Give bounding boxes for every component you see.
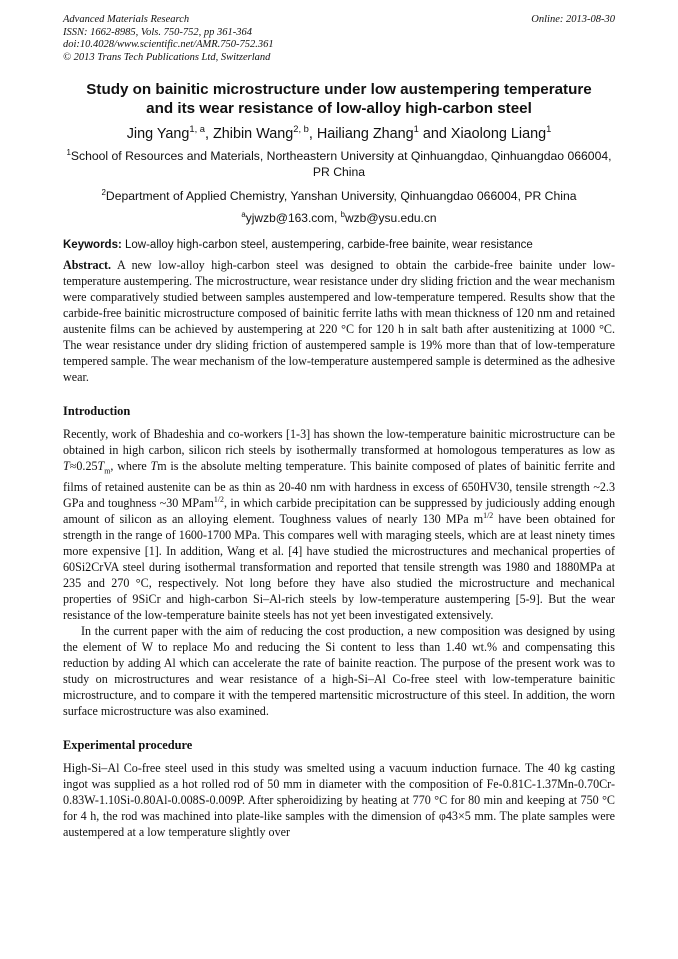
author-1-sup: 1, a [189, 124, 205, 135]
journal-name: Advanced Materials Research [63, 14, 190, 25]
intro-p1-m-sub: m [104, 466, 111, 476]
abstract [63, 257, 615, 385]
intro-p1-part-d: , in which carbide precipitation can be suppressed by judiciously adding enough amount of silicon as an alloying element. Toughness values of nearly 130 MPa m [63, 496, 616, 527]
journal-header [63, 14, 615, 66]
author-3: Hailiang Zhang [316, 126, 414, 142]
aff-1-sup: 1 [66, 147, 71, 157]
intro-paragraph-1 [63, 426, 615, 623]
author-2: Zhibin Wang [212, 126, 294, 142]
affiliation-2 [63, 188, 615, 204]
email-line [63, 210, 615, 226]
intro-p1-part-c: m is the absolute melting temperature. This bainite composed of plates of bainitic ferrite and films of retained austenite can be as thin as 20-40 nm with hardness in excess of 650HV30, tensile strength ~2.3 GPa and toughness ~30 MPam [63, 459, 615, 511]
intro-p1-part-a: Recently, work of Bhadeshia and co-workers [1-3] has shown the low-temperature bainitic microstructure can be obtained in high carbon, silicon rich steels by isothermally transformed at homologous temperatures as low as [63, 427, 615, 457]
intro-p1-approx: ≈0.25 [69, 459, 98, 473]
aff-2-text: Department of Applied Chemistry, Yanshan University, Qinhuangdao 066004, PR China [105, 189, 577, 203]
author-3-sup: 1 [413, 124, 419, 135]
keywords-label: Keywords: [63, 239, 122, 251]
abstract-text: A new low-alloy high-carbon steel was designed to obtain the carbide-free bainite under low-temperature austempering. The microstructure, wear resistance under dry sliding friction and the wear mechanism were comparatively studied between samples austempered and low-temperature tempered. Results show that the carbide-free bainitic microstructure composed of bainitic ferrite laths with mean thickness of 120 nm and retained austenite films can be achieved by austempering at 220 °C for 120 h in salt bath after austenitizing at 1000 °C. The wear resistance under dry sliding friction of austempered sample is 19% more than that of low-temperature tempered sample. The wear mechanism of the low-temperature austempered sample is determined as the adhesive wear. [63, 258, 615, 384]
aff-2-sup: 2 [101, 187, 106, 197]
intro-paragraph-2: In the current paper with the aim of reducing the cost production, a new composition was designed by using the element of W to replace Mo and reducing the Si content to less than 1.40 wt.% and compensating this reduction by adding Al which can accelerate the rate of bainite reaction. The purpose of the present work was to study on microstructures and wear resistance of a high-Si–Al Co-free steel with low-temperature bainitic microstructure, and to compare it with the tempered martensitic microstructure of this steel. In addition, the worn surface microstructure was also examined. [63, 624, 615, 719]
intro-heading: Introduction [63, 404, 131, 418]
copyright-line: © 2013 Trans Tech Publications Ltd, Switzerland [63, 51, 271, 63]
intro-p1-sup-2: 1/2 [483, 511, 494, 521]
title-line-2: and its wear resistance of low-alloy high-carbon steel [146, 100, 532, 117]
keywords [63, 238, 615, 253]
title-line-1: Study on bainitic microstructure under low austempering temperature [86, 81, 592, 98]
intro-p1-Tm2: T [150, 459, 158, 473]
intro-p1-part-b: , where [110, 459, 151, 473]
email-b-sup: b [340, 210, 345, 219]
abstract-label: Abstract. [63, 258, 112, 272]
author-2-sup: 2, b [293, 124, 309, 135]
experimental-paragraph-1: High-Si–Al Co-free steel used in this study was smelted using a vacuum induction furnace. The 40 kg casting ingot was supplied as a hot rolled rod of 50 mm in diameter with the composition of Fe-0.81C-1.37Mn-0.70Cr-0.83W-1.10Si-0.80Al-0.008S-0.009P. After spheroidizing by heating at 770 °C for 80 min and keeping at 750 °C for 4 h, the rod was machined into plate-like samples with the dimension of φ43×5 mm. The plate samples were austempered at a low temperature slightly over [63, 761, 615, 840]
issn-line: ISSN: 1662-8985, Vols. 750-752, pp 361-364 [63, 26, 252, 38]
paper-title [63, 80, 615, 118]
online-date: Online: 2013-08-30 [531, 14, 615, 25]
keywords-text: Low-alloy high-carbon steel, austempering, carbide-free bainite, wear resistance [125, 239, 533, 251]
aff-1-text: School of Resources and Materials, Northeastern University at Qinhuangdao, Qinhuangdao 066004, PR China [70, 149, 612, 179]
header-left [63, 14, 274, 64]
author-list: Jing Yang$^{1, a}$, Zhibin Wang$^{2, b}$, Hailiang Zhang$^1$ and Xiaolong Liang$^1$ [126, 124, 552, 142]
intro-p1-part-e: have been obtained for strength in the range of 1600-1700 MPa. This compares well with maraging steels, which are at least ninety times more expensive [1]. In addition, Wang et al. [4] have studied the microstructures and mechanical properties of 60Si2CrVA steel during isothermal transformation and reported that tensile strength was 1980 and 1880MPa at 235 and 270 °C, respectively. Not long before they have also studied the microstructure and mechanical properties of 9SiCr and high-carbon Si–Al-rich steels by low-temperature austempering [5-9]. But the wear resistance of the low-temperature bainite steels has not yet been investigated extensively. [63, 512, 615, 623]
author-4-sup: 1 [546, 124, 552, 135]
doi-line: doi:10.4028/www.scientific.net/AMR.750-752.361 [63, 39, 274, 50]
affiliation-1 [63, 148, 615, 180]
email-a-sup: a [241, 210, 246, 219]
email-a[interactable]: yjwzb@163.com, [245, 211, 338, 225]
intro-p1-T: T [63, 459, 70, 473]
experimental-heading: Experimental procedure [63, 738, 193, 753]
intro-p1-Tm: T [97, 459, 105, 473]
email-b[interactable]: wzb@ysu.edu.cn [345, 211, 437, 225]
author-1: Jing Yang [126, 126, 190, 142]
intro-p1-sup-1: 1/2 [213, 495, 224, 505]
author-and: and [422, 126, 447, 142]
paper-page [63, 14, 615, 840]
author-4: Xiaolong Liang [450, 126, 547, 142]
